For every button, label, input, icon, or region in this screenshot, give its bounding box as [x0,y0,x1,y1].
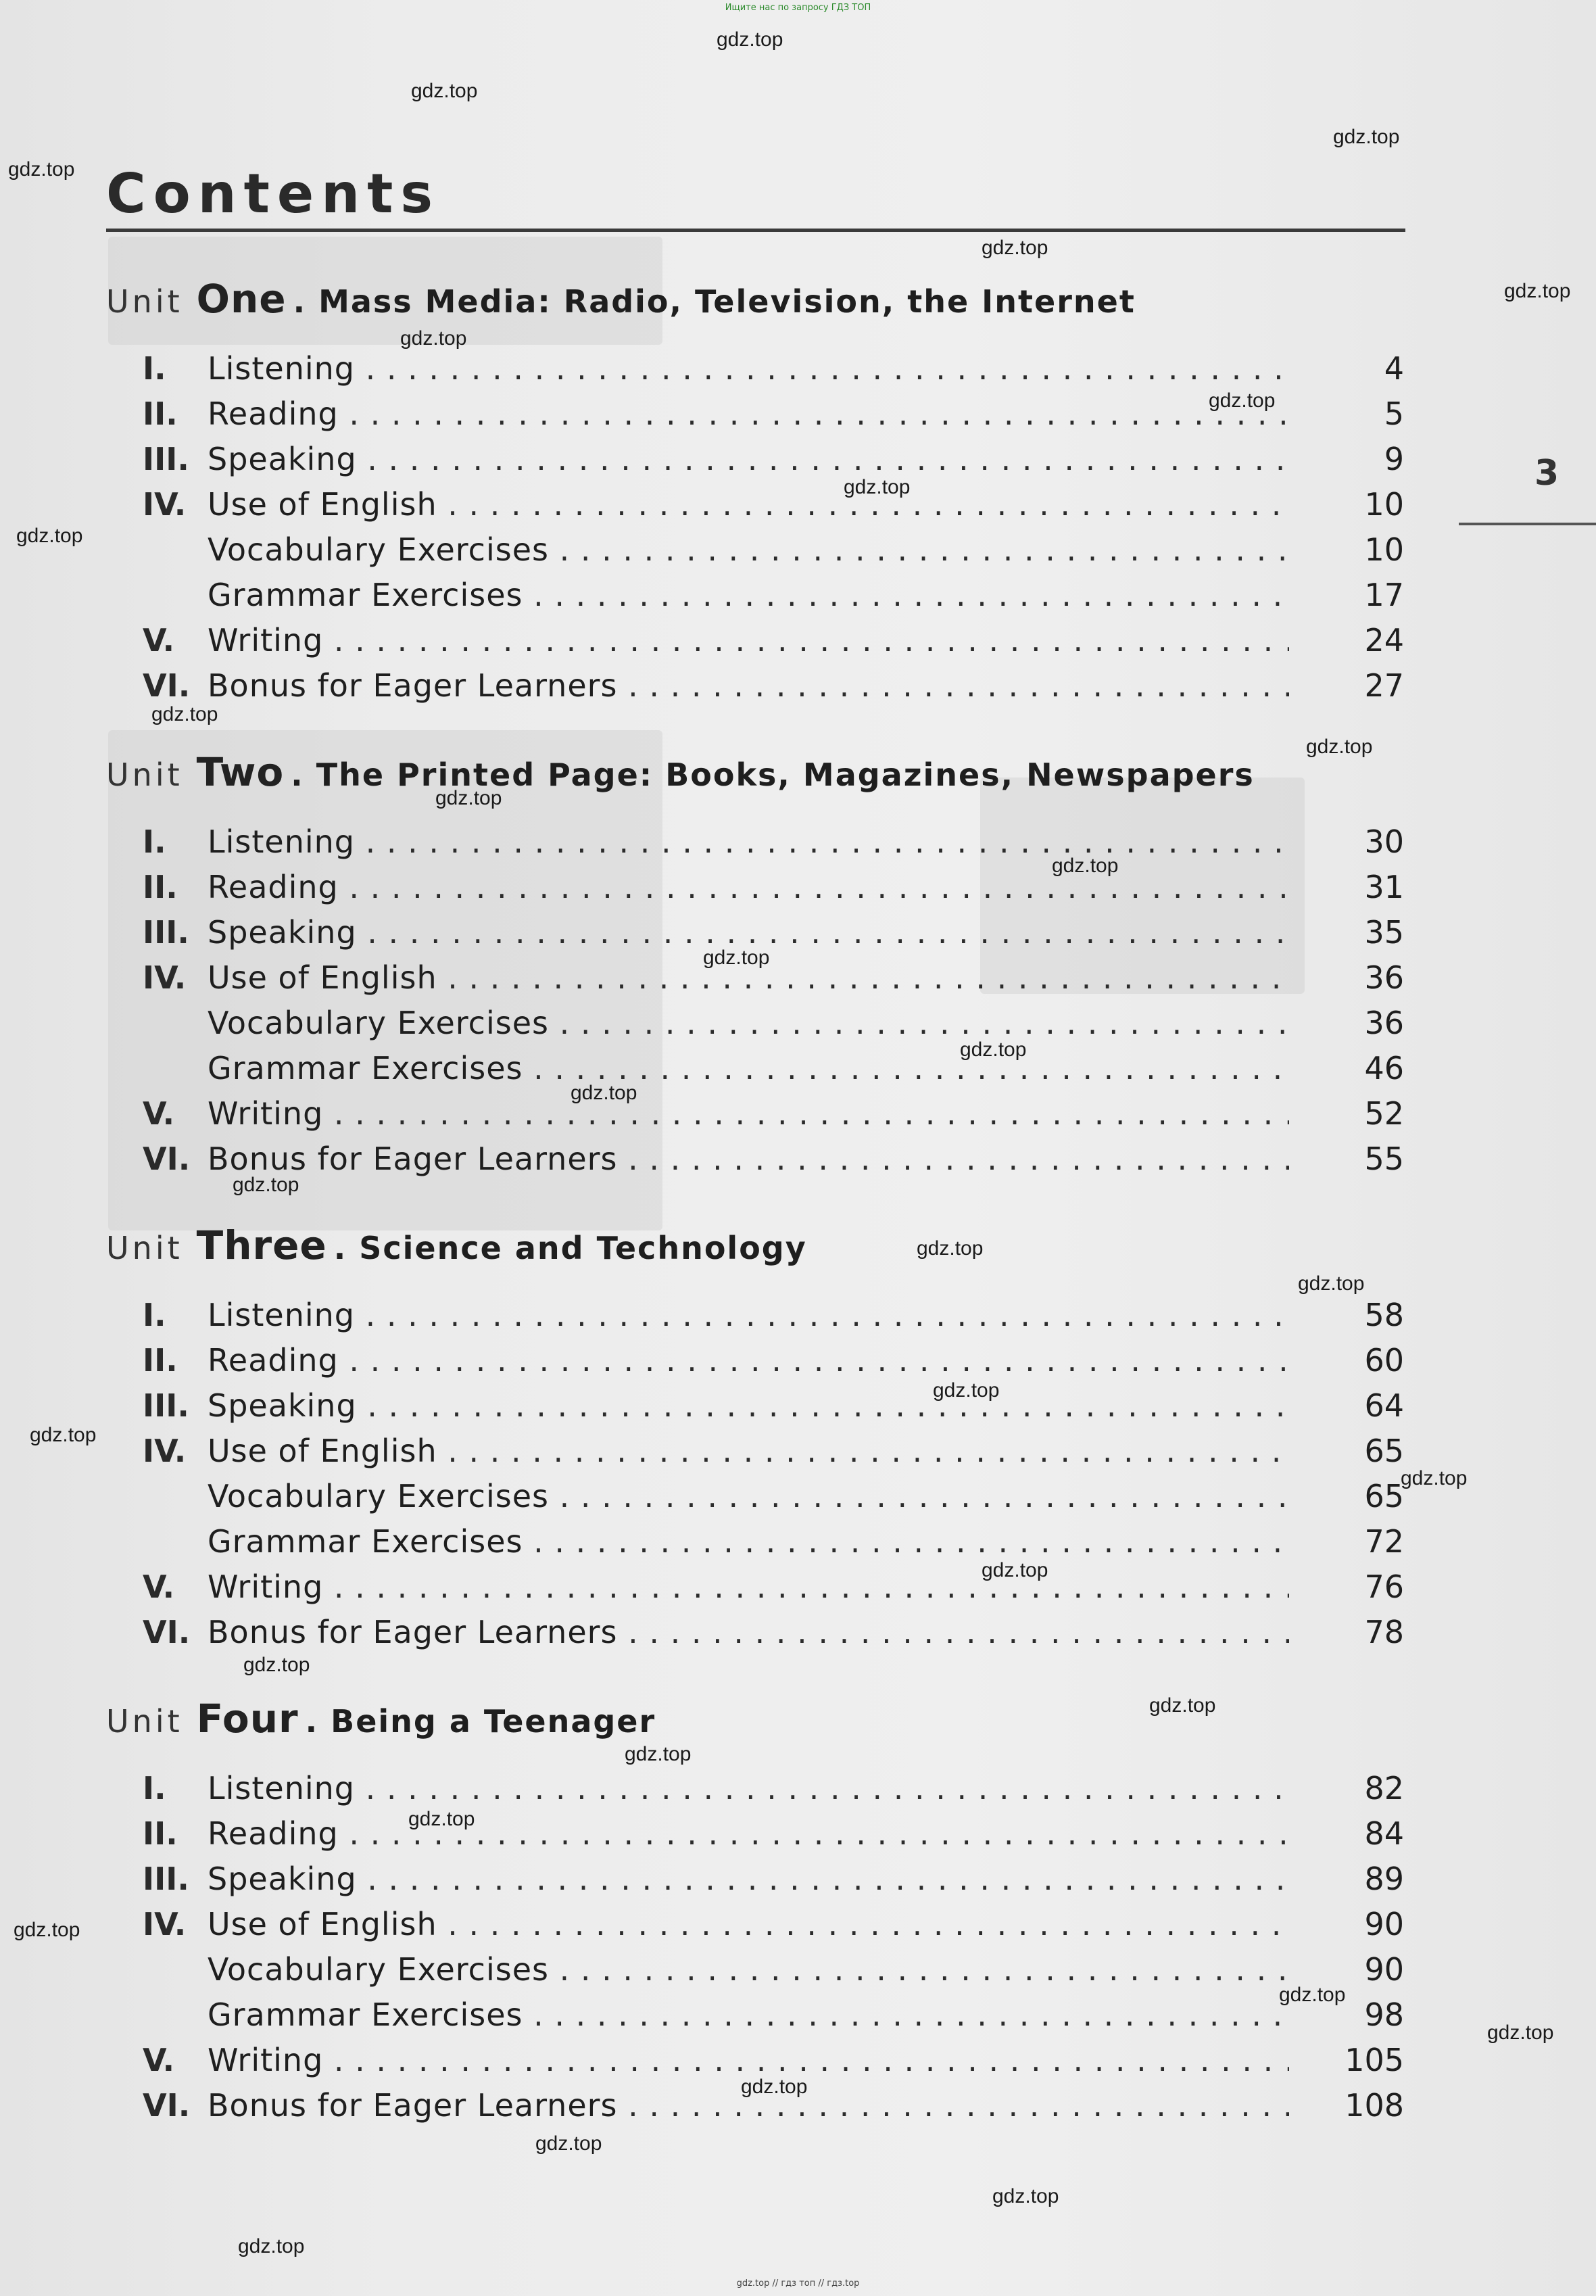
page-ref: 76 [1364,1569,1404,1605]
section-numeral: I. [143,1297,166,1333]
page-ref: 27 [1364,667,1404,704]
section-label: Writing . . . [208,2038,1289,2083]
title-rule [106,229,1405,232]
watermark: gdz.top [151,703,218,725]
page-ref: 4 [1384,350,1404,387]
watermark: gdz.top [1504,280,1571,302]
section-label: Grammar Exercises . . . [208,1046,1289,1091]
unit-heading [106,270,1136,327]
toc-entry[interactable] [106,1857,1405,1902]
toc-entry[interactable] [106,1610,1405,1655]
section-label: Speaking . . . [208,910,1289,955]
page-ref: 78 [1364,1614,1404,1650]
unit-word: Unit [106,283,183,320]
watermark: gdz.top [1052,855,1119,877]
unit-title: . Mass Media: Radio, Television, the Internet [293,283,1136,320]
unit-section [106,270,1405,744]
section-label: Reading . . . [208,1338,1289,1383]
toc-entry[interactable] [106,1992,1405,2038]
toc-entry[interactable] [106,1001,1405,1046]
unit-number: Two [196,749,285,795]
section-label: Reading . . . [208,391,1289,437]
unit-section [106,744,1405,1217]
watermark: gdz.top [933,1379,1000,1402]
watermark: gdz.top [16,525,83,547]
toc-entry[interactable] [106,1766,1405,1811]
unit-title: . Being a Teenager [305,1703,656,1740]
unit-word: Unit [106,1230,183,1266]
page-ref: 84 [1364,1815,1404,1852]
watermark: gdz.top [982,1559,1048,1581]
watermark: gdz.top [917,1237,984,1260]
watermark: gdz.top [535,2132,602,2155]
watermark: gdz.top [1401,1467,1468,1489]
unit-heading [106,1217,807,1274]
section-label: Speaking . . . [208,437,1289,482]
watermark: gdz.top [1298,1272,1365,1295]
page-ref: 46 [1364,1050,1404,1086]
watermark: gdz.top [408,1808,475,1830]
page-ref: 98 [1364,1996,1404,2033]
page-ref: 89 [1364,1861,1404,1897]
section-numeral: III. [143,441,189,477]
toc-entry[interactable] [106,1947,1405,1992]
section-numeral: V. [143,1569,175,1605]
watermark: gdz.top [14,1919,80,1941]
section-numeral: III. [143,1387,189,1424]
section-label: Speaking . . . [208,1383,1289,1429]
toc-entry[interactable] [106,437,1405,482]
watermark: gdz.top [982,237,1048,259]
section-label: Reading . . . [208,1811,1289,1857]
page-ref: 17 [1364,577,1404,613]
page-ref: 82 [1364,1770,1404,1807]
watermark: gdz.top [1487,2022,1554,2044]
page-ref: 10 [1364,531,1404,568]
toc-entry[interactable] [106,1293,1405,1338]
watermark: gdz.top [238,2235,305,2257]
section-numeral: VI. [143,667,191,704]
toc-entry[interactable] [106,1429,1405,1474]
section-numeral: III. [143,914,189,951]
page-number: 3 [1534,453,1559,494]
page-ref: 58 [1364,1297,1404,1333]
watermark: gdz.top [243,1654,310,1676]
watermark: gdz.top [571,1082,637,1104]
watermark: gdz.top [1306,736,1373,758]
toc-entry[interactable] [106,1137,1405,1182]
section-numeral: IV. [143,1906,187,1942]
toc-entry[interactable] [106,482,1405,527]
side-rule [1459,523,1596,525]
section-numeral: I. [143,823,166,860]
toc-entry[interactable] [106,865,1405,910]
page-ref: 9 [1384,441,1404,477]
section-numeral: VI. [143,1614,191,1650]
watermark: gdz.top [703,947,770,969]
section-label: Grammar Exercises . . . [208,573,1289,618]
section-numeral: V. [143,1095,175,1132]
watermark: gdz.top [233,1174,299,1196]
page-ref: 10 [1364,486,1404,523]
top-link[interactable]: Ищите нас по запросу ГДЗ ТОП [725,3,871,13]
section-label: Writing . . . [208,1564,1289,1610]
page-ref: 5 [1384,396,1404,432]
watermark: gdz.top [1279,1984,1346,2006]
unit-word: Unit [106,757,183,793]
section-label: Grammar Exercises . . . [208,1519,1289,1564]
section-label: Listening . . . [208,819,1289,865]
section-label: Vocabulary Exercises . . . [208,1947,1289,1992]
watermark: gdz.top [844,476,911,498]
page-ref: 36 [1364,959,1404,996]
page-ref: 24 [1364,622,1404,659]
unit-number: Four [196,1696,299,1742]
section-label: Vocabulary Exercises . . . [208,527,1289,573]
page-ref: 65 [1364,1478,1404,1514]
page-ref: 90 [1364,1951,1404,1988]
section-label: Vocabulary Exercises . . . [208,1474,1289,1519]
section-numeral: V. [143,2042,175,2078]
unit-heading [106,1690,656,1747]
section-label: Listening . . . [208,1293,1289,1338]
watermark: gdz.top [741,2076,808,2098]
toc-entry[interactable] [106,346,1405,391]
watermark: gdz.top [992,2185,1059,2207]
toc-entry[interactable] [106,1474,1405,1519]
unit-title: . The Printed Page: Books, Magazines, Newspapers [291,757,1255,793]
toc-entry[interactable] [106,527,1405,573]
unit-heading [106,744,1255,800]
section-label: Use of English . . . [208,955,1289,1001]
section-label: Bonus for Eager Learners . . . [208,1137,1289,1182]
page-ref: 30 [1364,823,1404,860]
toc-entry[interactable] [106,1091,1405,1137]
watermark: gdz.top [435,787,502,809]
watermark: gdz.top [1333,126,1400,148]
section-label: Bonus for Eager Learners . . . [208,2083,1289,2128]
watermark: gdz.top [625,1743,692,1765]
unit-word: Unit [106,1703,183,1740]
section-numeral: VI. [143,2087,191,2124]
section-label: Vocabulary Exercises . . . [208,1001,1289,1046]
section-label: Use of English . . . [208,1429,1289,1474]
toc-entry[interactable] [106,618,1405,663]
section-numeral: I. [143,1770,166,1807]
page-ref: 35 [1364,914,1404,951]
toc-entry[interactable] [106,1046,1405,1091]
section-numeral: II. [143,869,178,905]
watermark: gdz.top [717,28,783,51]
unit-section [106,1217,1405,1690]
page-ref: 52 [1364,1095,1404,1132]
section-numeral: VI. [143,1141,191,1177]
section-label: Writing . . . [208,1091,1289,1137]
page-ref: 65 [1364,1433,1404,1469]
section-label: Grammar Exercises . . . [208,1992,1289,2038]
page-ref: 72 [1364,1523,1404,1560]
section-numeral: V. [143,622,175,659]
section-label: Reading . . . [208,865,1289,910]
page-ref: 108 [1345,2087,1404,2124]
toc-entry[interactable] [106,663,1405,709]
section-label: Writing . . . [208,618,1289,663]
section-numeral: II. [143,1815,178,1852]
section-numeral: IV. [143,486,187,523]
section-label: Speaking . . . [208,1857,1289,1902]
unit-title: . Science and Technology [333,1230,807,1266]
page-ref: 90 [1364,1906,1404,1942]
toc-entry[interactable] [106,1811,1405,1857]
section-numeral: I. [143,350,166,387]
section-label: Use of English . . . [208,1902,1289,1947]
watermark: gdz.top [1149,1694,1216,1717]
watermark: gdz.top [8,158,75,181]
toc-entry[interactable] [106,1383,1405,1429]
toc-entry[interactable] [106,819,1405,865]
table-of-contents [106,270,1405,2163]
watermark: gdz.top [960,1038,1027,1061]
toc-entry[interactable] [106,1902,1405,1947]
unit-number: Three [196,1222,327,1268]
unit-number: One [196,276,287,322]
section-numeral: IV. [143,959,187,996]
footer-links[interactable]: gdz.top // гдз топ // гдз.top [736,2278,860,2289]
page-ref: 60 [1364,1342,1404,1379]
page-ref: 36 [1364,1005,1404,1041]
section-label: Bonus for Eager Learners . . . [208,1610,1289,1655]
section-numeral: III. [143,1861,189,1897]
watermark: gdz.top [400,327,467,350]
toc-entry[interactable] [106,573,1405,618]
section-label: Listening . . . [208,346,1289,391]
page-title: Contents [106,162,440,225]
watermark: gdz.top [30,1424,97,1446]
toc-entry[interactable] [106,1519,1405,1564]
page-ref: 105 [1345,2042,1404,2078]
section-label: Bonus for Eager Learners . . . [208,663,1289,709]
page-ref: 55 [1364,1141,1404,1177]
section-label: Listening . . . [208,1766,1289,1811]
section-label: Use of English . . . [208,482,1289,527]
toc-entry[interactable] [106,1338,1405,1383]
section-numeral: II. [143,396,178,432]
watermark: gdz.top [1209,389,1276,412]
watermark: gdz.top [411,80,478,102]
section-numeral: IV. [143,1433,187,1469]
toc-entry[interactable] [106,1564,1405,1610]
page-ref: 31 [1364,869,1404,905]
page-ref: 64 [1364,1387,1404,1424]
section-numeral: II. [143,1342,178,1379]
